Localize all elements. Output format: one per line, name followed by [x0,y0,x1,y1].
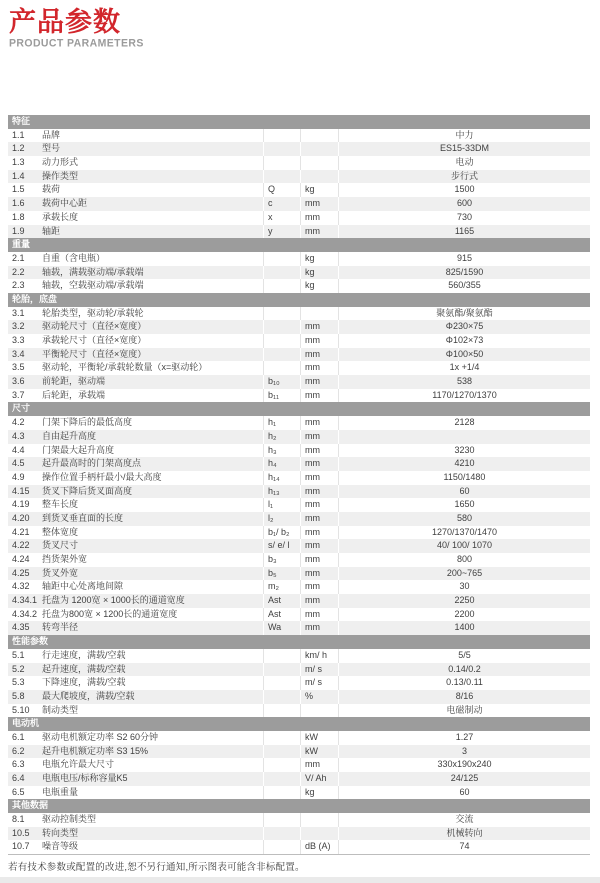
row-number: 1.5 [12,184,25,195]
row-label: 品牌 [42,129,61,140]
row-label: 转弯半径 [42,622,79,633]
row-value: 2250 [338,594,590,608]
row-number: 3.4 [12,348,25,359]
row-value: 2200 [338,608,590,622]
row-number: 3.3 [12,335,25,345]
row-label: 整车长度 [42,499,79,510]
row-value: 中力 [338,129,590,143]
row-label: 起升最高时的门架高度点 [42,458,142,469]
table-row [8,608,590,622]
row-value: 1170/1270/1370 [338,389,590,403]
row-symbol [263,676,300,690]
table-row [8,731,590,745]
row-unit: mm [300,225,338,239]
row-symbol [263,307,300,321]
table-row [8,663,590,677]
table-row [8,129,590,143]
table-row [8,526,590,540]
table-row [8,279,590,293]
row-unit: mm [300,553,338,567]
row-label: 自重（含电瓶） [42,252,106,263]
table-row [8,197,590,211]
row-unit: mm [300,471,338,485]
row-label: 驱动控制类型 [42,814,97,825]
row-symbol: h₁₃ [263,485,300,499]
row-number: 6.2 [12,745,25,756]
row-value: 步行式 [338,170,590,184]
row-value: 730 [338,211,590,225]
row-value: 1.27 [338,731,590,745]
table-row [8,813,590,827]
row-label: 驱动轮，平衡轮/承载轮数量（x=驱动轮） [42,362,208,373]
row-unit: kg [300,279,338,293]
row-number: 5.10 [12,704,30,715]
row-symbol [263,786,300,800]
table-row [8,252,590,266]
row-number: 3.1 [12,307,25,318]
row-label: 驱动轮尺寸（直径×宽度） [42,321,147,332]
row-value: 4210 [338,457,590,471]
row-symbol: Wa [263,621,300,635]
row-symbol [263,772,300,786]
row-number: 3.7 [12,389,25,400]
row-symbol [263,142,300,156]
row-unit: mm [300,348,338,362]
page-subtitle: PRODUCT PARAMETERS [9,37,144,50]
row-label: 起升速度，满载/空载 [42,663,126,674]
row-label: 动力形式 [42,157,79,168]
row-value: 3230 [338,444,590,458]
row-symbol [263,704,300,718]
row-label: 轴距中心处离地间隙 [42,581,124,592]
row-value: 1165 [338,225,590,239]
row-number: 4.20 [12,512,30,523]
row-number: 5.8 [12,690,25,701]
row-unit: mm [300,211,338,225]
table-row [8,361,590,375]
table-row [8,142,590,156]
row-unit: mm [300,526,338,540]
row-number: 4.35 [12,622,30,633]
row-unit: mm [300,512,338,526]
row-number: 4.34.1 [12,595,38,606]
row-unit: mm [300,375,338,389]
row-value: 0.14/0.2 [338,663,590,677]
table-row [8,334,590,348]
row-label: 承载长度 [42,211,79,222]
row-label: 自由起升高度 [42,430,97,441]
row-unit [300,827,338,841]
table-row [8,471,590,485]
row-label: 前轮距，驱动端 [42,376,106,387]
row-number: 8.1 [12,814,25,825]
row-value: 1x +1/4 [338,361,590,375]
row-unit: mm [300,608,338,622]
row-unit: mm [300,457,338,471]
row-label: 转向类型 [42,827,79,838]
row-value: 1500 [338,183,590,197]
row-value: 74 [338,840,590,854]
row-value: 5/5 [338,649,590,663]
row-value: 915 [338,252,590,266]
row-symbol [263,663,300,677]
row-symbol: m₂ [263,580,300,594]
table-row [8,183,590,197]
row-number: 10.5 [12,827,30,838]
row-symbol: s/ e/ l [263,539,300,553]
table-row [8,444,590,458]
row-label: 电瓶允许最大尺寸 [42,759,115,770]
section-header: 电动机 [8,717,590,731]
page-header [9,7,144,49]
table-row [8,772,590,786]
row-number: 4.2 [12,417,25,428]
row-value: 1400 [338,621,590,635]
section-header: 特征 [8,115,590,129]
table-row [8,266,590,280]
row-number: 5.3 [12,677,25,688]
row-symbol [263,320,300,334]
row-number: 4.9 [12,471,25,482]
row-number: 1.2 [12,143,25,154]
page-title: 产品参数 [9,7,121,37]
row-number: 4.34.2 [12,608,38,619]
row-label: 制动类型 [42,704,79,715]
row-symbol: Ast [263,608,300,622]
row-unit: m/ s [300,663,338,677]
row-unit: mm [300,485,338,499]
row-number: 4.15 [12,485,30,496]
row-value: 330x190x240 [338,758,590,772]
row-symbol [263,745,300,759]
row-symbol [263,334,300,348]
row-label: 电瓶电压/标称容量K5 [42,773,128,783]
row-label: 到货叉垂直面的长度 [42,512,124,523]
row-value: 交流 [338,813,590,827]
row-symbol: b₁₀ [263,375,300,389]
row-label: 门架最大起升高度 [42,444,115,455]
row-label: 平衡轮尺寸（直径×宽度） [42,348,147,359]
row-unit [300,307,338,321]
row-label: 起升电机额定功率 S3 15% [42,745,149,756]
row-unit: mm [300,334,338,348]
row-label: 载荷中心距 [42,198,88,209]
row-label: 轮胎类型，驱动轮/承载轮 [42,307,144,318]
table-row [8,389,590,403]
row-number: 4.22 [12,540,30,551]
row-symbol: Ast [263,594,300,608]
row-value: 60 [338,786,590,800]
row-unit: kg [300,183,338,197]
row-value: Φ230×75 [338,320,590,334]
row-unit: mm [300,539,338,553]
row-label: 货叉下降后货叉面高度 [42,485,133,496]
table-row [8,457,590,471]
table-row [8,348,590,362]
row-number: 2.2 [12,266,25,277]
row-label: 后轮距，承载端 [42,389,106,400]
row-symbol [263,279,300,293]
row-number: 4.3 [12,430,25,441]
row-value: 机械转向 [338,827,590,841]
row-value: 2128 [338,416,590,430]
row-unit: mm [300,567,338,581]
table-row [8,676,590,690]
table-row [8,375,590,389]
row-value: 24/125 [338,772,590,786]
row-symbol [263,827,300,841]
row-label: 托盘为800宽 × 1200长的通道宽度 [42,608,178,619]
row-symbol: b₁/ b₂ [263,526,300,540]
row-label: 整体宽度 [42,526,79,537]
row-symbol: b₃ [263,553,300,567]
row-label: 货叉外宽 [42,567,79,578]
row-value: Φ100×50 [338,348,590,362]
row-label: 驱动电机额定功率 S2 60分钟 [42,731,159,742]
row-number: 5.2 [12,663,25,674]
row-value: 200~765 [338,567,590,581]
row-value: 0.13/0.11 [338,676,590,690]
row-number: 3.5 [12,362,25,373]
row-value: 1150/1480 [338,471,590,485]
row-symbol: h₂ [263,430,300,444]
row-number: 6.4 [12,773,25,783]
row-unit: mm [300,594,338,608]
row-unit: kg [300,252,338,266]
row-number: 4.24 [12,554,30,564]
table-row [8,225,590,239]
row-value: 1270/1370/1470 [338,526,590,540]
row-unit [300,170,338,184]
table-row [8,621,590,635]
row-unit: mm [300,621,338,635]
row-symbol [263,690,300,704]
row-symbol: b₁₁ [263,389,300,403]
row-number: 4.32 [12,581,30,592]
row-number: 4.21 [12,526,30,537]
table-row [8,704,590,718]
row-value: 800 [338,553,590,567]
row-value: 538 [338,375,590,389]
row-symbol [263,840,300,854]
row-label: 操作位置手柄杆最小/最大高度 [42,471,162,482]
row-value: 560/355 [338,279,590,293]
row-symbol: x [263,211,300,225]
row-unit: mm [300,498,338,512]
row-value: 825/1590 [338,266,590,280]
row-number: 1.8 [12,211,25,222]
table-row [8,307,590,321]
row-number: 4.5 [12,458,25,469]
table-row [8,840,590,854]
row-symbol [263,156,300,170]
row-number: 6.3 [12,759,25,770]
row-symbol [263,758,300,772]
row-value: ES15-33DM [338,142,590,156]
row-symbol: l₁ [263,498,300,512]
row-symbol: b₅ [263,567,300,581]
row-number: 10.7 [12,841,30,852]
row-symbol [263,361,300,375]
row-label: 挡货架外宽 [42,554,88,564]
row-label: 电瓶重量 [42,786,79,797]
row-value: 40/ 100/ 1070 [338,539,590,553]
section-header: 其他数据 [8,799,590,813]
row-number: 1.3 [12,157,25,168]
row-symbol: h₁ [263,416,300,430]
row-symbol [263,170,300,184]
row-unit: mm [300,197,338,211]
row-value: Φ102×73 [338,334,590,348]
row-symbol: h₄ [263,457,300,471]
row-label: 门架下降后的最低高度 [42,417,133,428]
table-row [8,430,590,444]
row-number: 4.19 [12,499,30,510]
row-unit: mm [300,320,338,334]
row-unit: kg [300,266,338,280]
row-symbol [263,731,300,745]
row-value: 8/16 [338,690,590,704]
row-unit: dB (A) [300,840,338,854]
row-label: 最大爬坡度，满载/空载 [42,690,135,701]
row-unit: mm [300,430,338,444]
section-header: 尺寸 [8,402,590,416]
table-row [8,567,590,581]
row-value: 电磁制动 [338,704,590,718]
row-unit [300,156,338,170]
row-value: 60 [338,485,590,499]
row-number: 6.1 [12,731,25,742]
row-unit: mm [300,361,338,375]
row-unit: m/ s [300,676,338,690]
row-number: 6.5 [12,786,25,797]
row-value: 电动 [338,156,590,170]
row-unit: mm [300,389,338,403]
row-label: 行走速度，满载/空载 [42,649,126,660]
row-number: 4.25 [12,567,30,578]
row-symbol [263,348,300,362]
row-label: 货叉尺寸 [42,540,79,551]
table-row [8,320,590,334]
row-unit: mm [300,416,338,430]
row-symbol: l₂ [263,512,300,526]
row-symbol [263,129,300,143]
table-row [8,539,590,553]
table-row [8,745,590,759]
row-symbol: h₁₄ [263,471,300,485]
row-value: 3 [338,745,590,759]
row-number: 1.1 [12,129,25,140]
row-symbol: h₃ [263,444,300,458]
row-number: 3.2 [12,321,25,332]
row-label: 轴载，空载驱动端/承载端 [42,280,144,291]
row-unit: kW [300,745,338,759]
row-unit: mm [300,444,338,458]
table-row [8,512,590,526]
section-header: 轮胎，底盘 [8,293,590,307]
table-row [8,827,590,841]
row-unit: kg [300,786,338,800]
table-row [8,498,590,512]
table-row [8,170,590,184]
table-row [8,580,590,594]
row-symbol [263,813,300,827]
row-number: 4.4 [12,444,25,455]
section-header: 重量 [8,238,590,252]
row-unit [300,142,338,156]
row-number: 3.6 [12,376,25,387]
row-label: 型号 [42,143,61,154]
row-number: 1.6 [12,198,25,209]
row-label: 托盘为 1200宽 × 1000长的通道宽度 [42,595,185,606]
row-number: 5.1 [12,649,25,660]
row-number: 2.1 [12,252,25,263]
row-number: 2.3 [12,280,25,291]
row-unit: km/ h [300,649,338,663]
row-symbol [263,266,300,280]
row-symbol [263,252,300,266]
row-label: 噪音等级 [42,841,79,852]
row-symbol [263,649,300,663]
table-row [8,690,590,704]
row-unit: mm [300,758,338,772]
row-label: 载荷 [42,184,61,195]
row-unit [300,813,338,827]
row-label: 承载轮尺寸（直径×宽度） [42,335,147,345]
row-unit: kW [300,731,338,745]
table-row [8,786,590,800]
table-row [8,485,590,499]
table-row [8,156,590,170]
row-value: 30 [338,580,590,594]
row-symbol: Q [263,183,300,197]
row-label: 下降速度，满载/空载 [42,677,126,688]
row-symbol: y [263,225,300,239]
row-unit: V/ Ah [300,772,338,786]
table-row [8,594,590,608]
parameters-table [8,115,590,855]
row-label: 轴距 [42,225,61,236]
row-unit: % [300,690,338,704]
table-row [8,211,590,225]
row-value: 600 [338,197,590,211]
footer-note: 若有技术参数或配置的改进,恕不另行通知,所示图表可能含非标配置。 [8,862,305,873]
row-number: 1.4 [12,170,25,181]
row-unit [300,704,338,718]
row-value: 聚氨酯/聚氨酯 [338,307,590,321]
table-row [8,758,590,772]
row-value: 580 [338,512,590,526]
row-label: 操作类型 [42,170,79,181]
row-unit: mm [300,580,338,594]
row-value [338,430,590,444]
row-value: 1650 [338,498,590,512]
bottom-strip [0,877,600,883]
section-header: 性能参数 [8,635,590,649]
row-label: 轴载，满载驱动端/承载端 [42,266,144,277]
table-row [8,553,590,567]
table-row [8,416,590,430]
table-row [8,649,590,663]
row-symbol: c [263,197,300,211]
row-number: 1.9 [12,225,25,236]
row-unit [300,129,338,143]
